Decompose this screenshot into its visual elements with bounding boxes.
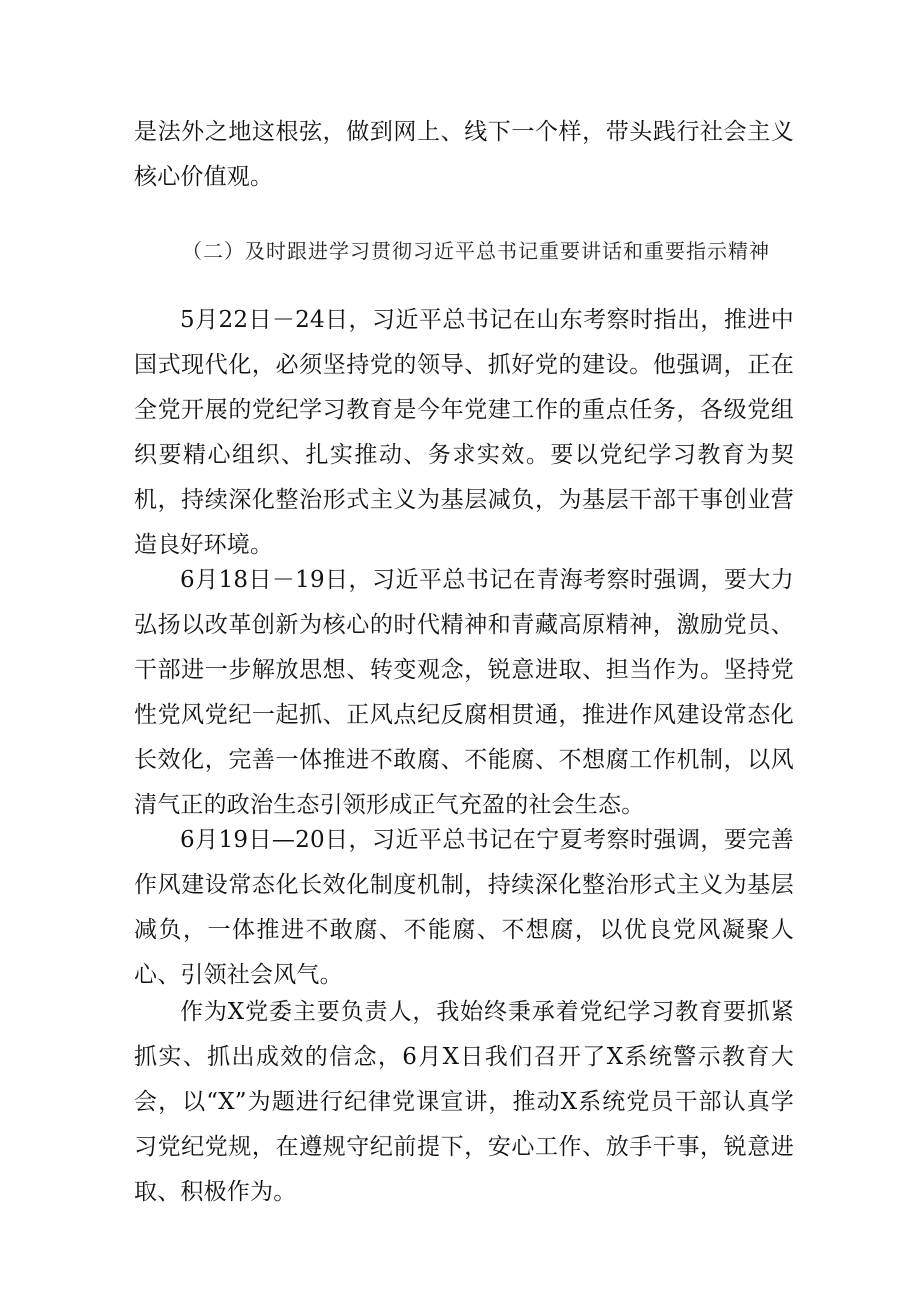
paragraph-qinghai: 6月18日－19日，习近平总书记在青海考察时强调，要大力弘扬以改革创新为核心的时代精神和青藏高原精神，激励党员、干部进一步解放思想、转变观念，锐意进取、担当作为。坚持党性党风党纪一起抓、正风点纪反腐相贯通，推进作风建设常态化长效化，完善一体推进不敢腐、不能腐、不想腐工作机制，以风清气正的政治生态引领形成正气充盈的社会生态。	[134, 567, 794, 818]
paragraph-ningxia: 6月19日—20日，习近平总书记在宁夏考察时强调，要完善作风建设常态化长效化制度机制，持续深化整治形式主义为基层减负，一体推进不敢腐、不能腐、不想腐，以优良党风凝聚人心、引领社会风气。	[134, 827, 794, 988]
paragraph-continuation: 是法外之地这根弦，做到网上、线下一个样，带头践行社会主义核心价值观。	[134, 119, 794, 190]
paragraph-party-committee: 作为X党委主要负责人，我始终秉承着党纪学习教育要抓紧抓实、抓出成效的信念，6月X日我们召开了X系统警示教育大会，以“X”为题进行纪律党课宣讲，推动X系统党员干部认真学习党纪党规，在遵规守纪前提下，安心工作、放手干事，锐意进取、积极作为。	[134, 999, 794, 1205]
section-heading: （二）及时跟进学习贯彻习近平总书记重要讲话和重要指示精神	[182, 239, 770, 263]
paragraph-shandong: 5月22日－24日，习近平总书记在山东考察时指出，推进中国式现代化，必须坚持党的领导、抓好党的建设。他强调，正在全党开展的党纪学习教育是今年党建工作的重点任务，各级党组织要精心组织、扎实推动、务求实效。要以党纪学习教育为契机，持续深化整治形式主义为基层减负，为基层干部干事创业营造良好环境。	[134, 307, 794, 558]
